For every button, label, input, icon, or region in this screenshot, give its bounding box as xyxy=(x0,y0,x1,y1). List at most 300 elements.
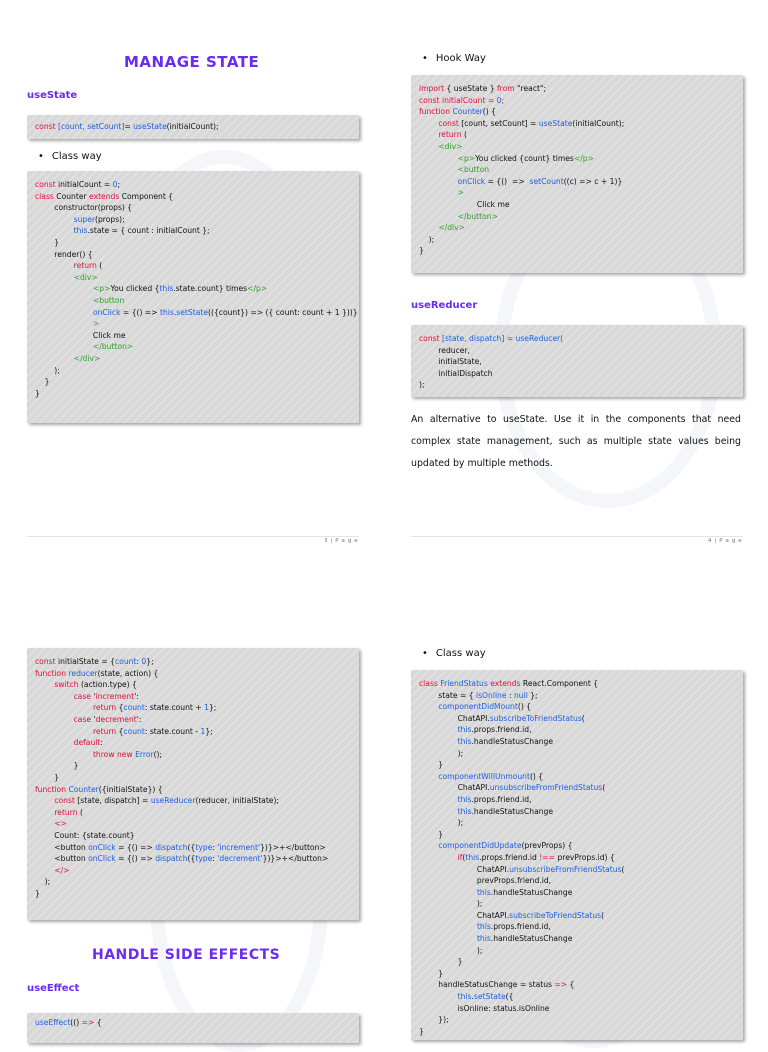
code-token: { xyxy=(118,703,124,713)
code-token: : xyxy=(508,690,514,700)
code-token: initialDispatch xyxy=(419,368,493,378)
code-token: ( xyxy=(581,713,585,723)
code-token: type xyxy=(195,854,213,864)
code-line xyxy=(419,164,743,176)
code-token: { xyxy=(118,726,124,736)
code-line xyxy=(419,129,743,141)
code-line xyxy=(419,379,743,391)
code-line xyxy=(419,333,743,345)
code-token xyxy=(419,992,458,1001)
code-token: })}>+</button> xyxy=(260,842,326,852)
code-token xyxy=(419,130,438,139)
code-token: = {() => xyxy=(115,842,156,852)
code-token xyxy=(419,188,458,197)
code-token xyxy=(419,165,458,174)
code-token: ({initialState}) { xyxy=(98,784,163,794)
code-token xyxy=(419,702,438,711)
code-token: <> xyxy=(54,819,68,829)
code-token xyxy=(419,737,458,746)
code-token: count xyxy=(115,657,137,666)
code-token: const xyxy=(419,334,442,343)
code-token: } xyxy=(35,761,79,771)
code-token: render() { xyxy=(35,249,93,259)
code-line xyxy=(419,898,743,910)
code-token xyxy=(419,772,438,781)
page-4 xyxy=(384,0,768,560)
code-token: = xyxy=(504,334,516,343)
code-token: reducer, xyxy=(419,345,470,355)
code-token: extends xyxy=(490,679,523,688)
code-token xyxy=(419,725,458,734)
code-token: [state, dispatch] xyxy=(441,334,505,343)
code-token xyxy=(419,119,438,128)
code-line xyxy=(419,234,743,246)
code-token: count xyxy=(123,703,145,713)
code-token: onClick xyxy=(88,842,116,852)
code-line xyxy=(419,1014,743,1026)
code-token: this xyxy=(457,992,472,1002)
code-token: reducer xyxy=(68,668,98,678)
code-token: <button xyxy=(457,165,490,175)
code-token: constructor(props) { xyxy=(35,203,133,213)
code-token xyxy=(35,703,93,712)
code-token xyxy=(35,354,74,363)
code-line xyxy=(419,933,743,945)
code-token: 0 xyxy=(496,95,502,105)
code-token xyxy=(35,866,54,875)
code-line xyxy=(419,759,743,771)
code-token: }; xyxy=(530,690,538,700)
code-line xyxy=(35,876,359,888)
code-token: default xyxy=(73,738,101,748)
code-token: setCount xyxy=(529,176,564,186)
code-token: subscribeToFriendStatus xyxy=(489,713,582,723)
code-line xyxy=(419,1026,743,1038)
code-line xyxy=(419,118,743,130)
code-line xyxy=(35,726,359,738)
code-line xyxy=(419,817,743,829)
code-line xyxy=(419,345,743,357)
code-token: setState xyxy=(473,992,506,1002)
code-line xyxy=(419,829,743,841)
code-token: useReducer xyxy=(515,334,561,343)
code-token: }; xyxy=(146,657,154,666)
code-token: </button> xyxy=(457,211,498,221)
code-token: componentDidMount xyxy=(438,702,518,712)
code-line xyxy=(419,782,743,794)
code-token: isOnline xyxy=(475,690,509,700)
code-line xyxy=(419,211,743,223)
code-token: setState xyxy=(176,307,209,317)
code-line xyxy=(35,679,359,691)
code-line xyxy=(35,388,359,400)
code-line xyxy=(35,865,359,877)
code-token: const xyxy=(35,122,58,131)
code-token: this xyxy=(160,307,174,317)
code-line xyxy=(419,852,743,864)
code-token: <p> xyxy=(457,153,476,163)
code-token: ChatAPI. xyxy=(419,864,510,874)
code-token: : state.count - xyxy=(144,726,201,736)
code-token: } xyxy=(419,968,444,978)
code-token: : xyxy=(212,842,218,852)
code-token: useState xyxy=(538,118,573,128)
code-line xyxy=(419,875,743,887)
code-token: ; xyxy=(117,180,121,189)
code-token: ({ xyxy=(187,854,196,864)
code-token: (prevProps) { xyxy=(521,841,573,851)
code-line xyxy=(419,95,743,107)
code-token: } xyxy=(419,1026,424,1036)
code-token: this xyxy=(159,284,174,294)
code-token: (initialCount); xyxy=(572,118,625,128)
code-token: subscribeToFriendStatus xyxy=(509,910,602,920)
code-token: prevProps.friend.id, xyxy=(419,876,552,886)
code-line xyxy=(35,318,359,330)
code-token xyxy=(35,715,74,724)
code-token: const initialCount = xyxy=(419,95,497,105)
section-title-side-effects: HANDLE SIDE EFFECTS xyxy=(92,947,281,963)
code-token: ChatAPI. xyxy=(419,783,490,793)
code-token xyxy=(35,319,93,328)
code-line xyxy=(35,237,359,249)
code-line xyxy=(35,330,359,342)
code-block-hook-counter xyxy=(411,75,743,273)
code-line xyxy=(419,864,743,876)
code-token: ': xyxy=(136,714,142,724)
code-token xyxy=(35,284,93,293)
code-snippet-useeffect xyxy=(27,1013,359,1043)
code-token: (action.type) { xyxy=(80,680,137,690)
code-token: 1 xyxy=(204,703,209,713)
code-line xyxy=(35,853,359,865)
code-token: [count, setCount] xyxy=(57,122,125,131)
code-token: ( xyxy=(602,783,606,793)
page-3 xyxy=(0,0,384,560)
code-line xyxy=(419,141,743,153)
code-token: this xyxy=(457,725,472,735)
page-6 xyxy=(384,600,768,1036)
code-token: : state.count + xyxy=(144,703,205,713)
code-line xyxy=(35,249,359,261)
code-line xyxy=(419,176,743,188)
code-token: dispatch xyxy=(155,854,188,864)
code-token: .props.friend.id, xyxy=(471,794,532,804)
code-line xyxy=(419,968,743,980)
code-token: { xyxy=(569,980,575,990)
code-token: Count: {state.count} xyxy=(35,830,135,840)
bullet-class-way xyxy=(38,151,102,162)
code-token xyxy=(419,888,477,897)
code-line xyxy=(35,807,359,819)
code-token: ({ xyxy=(187,842,196,852)
code-line xyxy=(35,353,359,365)
code-token: .handleStatusChange xyxy=(471,736,554,746)
code-token: } xyxy=(35,888,40,898)
code-token xyxy=(419,177,458,186)
code-token: = {() => xyxy=(115,854,156,864)
bullet-label: Class way xyxy=(435,648,486,659)
code-snippet-usereducer xyxy=(411,325,743,397)
code-line xyxy=(419,199,743,211)
code-line xyxy=(419,979,743,991)
code-token xyxy=(35,261,74,270)
code-token: import xyxy=(419,84,447,93)
bullet-label: Hook Way xyxy=(435,53,486,64)
code-token xyxy=(35,273,74,282)
code-token: { xyxy=(96,1018,102,1027)
code-token: isOnline: status.isOnline xyxy=(419,1003,550,1013)
code-token: 'increment' xyxy=(217,842,261,852)
code-token: count xyxy=(123,726,145,736)
code-token: useEffect xyxy=(35,1018,71,1027)
code-token: ( xyxy=(621,864,625,874)
code-token: } xyxy=(419,829,444,839)
code-token: : xyxy=(212,854,218,864)
code-token: state = { xyxy=(419,690,476,700)
code-line xyxy=(35,888,359,900)
page-title: MANAGE STATE xyxy=(124,53,260,71)
section-heading-useeffect: useEffect xyxy=(27,983,80,994)
code-token: => xyxy=(81,1018,97,1027)
code-token: 'decrement' xyxy=(217,854,263,864)
code-line xyxy=(419,187,743,199)
code-token: onClick xyxy=(92,307,121,317)
code-token: class xyxy=(419,679,441,688)
code-token: this xyxy=(457,806,472,816)
code-line xyxy=(419,368,743,380)
code-line xyxy=(35,307,359,319)
code-token: dispatch xyxy=(155,842,188,852)
code-token xyxy=(35,692,74,701)
code-token: } xyxy=(35,237,60,247)
code-token: throw new xyxy=(92,749,136,759)
code-token: ); xyxy=(419,380,425,390)
code-token xyxy=(35,796,54,805)
code-block-usereducer-counter xyxy=(27,648,359,920)
code-token: 0 xyxy=(141,657,147,666)
code-token: <button xyxy=(92,295,125,305)
usereducer-description: An alternative to useState. Use it in the components that need complex state management, such as multiple state values being updated by multiple methods. xyxy=(411,414,741,469)
code-line xyxy=(35,830,359,842)
code-token: ; xyxy=(501,95,505,105)
code-token: componentDidUpdate xyxy=(438,841,522,851)
code-line xyxy=(419,910,743,922)
code-line xyxy=(419,771,743,783)
code-token: } xyxy=(35,377,50,387)
code-token: ( xyxy=(462,852,466,862)
code-line xyxy=(419,748,743,760)
code-token: function xyxy=(35,668,69,678)
code-token: this xyxy=(476,922,491,932)
code-line xyxy=(35,656,359,668)
code-line xyxy=(419,678,743,690)
code-token: </p> xyxy=(573,153,594,163)
code-line xyxy=(35,737,359,749)
code-token: useReducer xyxy=(150,796,196,806)
code-line xyxy=(419,690,743,702)
code-token: () { xyxy=(482,107,496,117)
code-line xyxy=(419,713,743,725)
code-line xyxy=(35,842,359,854)
code-token: }; xyxy=(205,726,213,736)
code-token: this xyxy=(476,934,491,944)
code-token: initialState = { xyxy=(57,657,115,666)
code-token: { useState } xyxy=(446,84,497,93)
code-token: ); xyxy=(419,234,435,244)
code-token: ({ xyxy=(505,992,514,1002)
code-token: }); xyxy=(419,1015,449,1025)
code-token: onClick xyxy=(88,854,116,864)
code-token xyxy=(35,226,74,235)
code-token: ' xyxy=(93,691,96,701)
footer-divider xyxy=(27,536,359,537)
code-token: prevProps.id) { xyxy=(557,852,615,862)
code-token xyxy=(419,934,477,943)
code-line xyxy=(419,991,743,1003)
code-token: ( xyxy=(463,130,467,140)
code-token: You clicked {count} times xyxy=(475,153,574,163)
code-token xyxy=(35,342,93,351)
code-token: . xyxy=(471,992,474,1002)
bullet-hook-way xyxy=(422,53,486,64)
code-line xyxy=(35,225,359,237)
code-token: ': xyxy=(134,691,139,701)
code-token xyxy=(419,922,477,931)
code-token xyxy=(419,795,458,804)
code-token: </div> xyxy=(73,353,101,363)
code-line xyxy=(419,222,743,234)
code-block-friend-status xyxy=(411,670,743,1040)
code-line xyxy=(419,245,743,257)
code-token: ); xyxy=(35,877,51,887)
code-token: (); xyxy=(153,749,163,759)
code-token: Error xyxy=(135,749,154,759)
code-token: componentWillUnmount xyxy=(438,771,530,781)
code-line xyxy=(35,121,359,133)
code-token: } xyxy=(35,388,40,398)
code-line xyxy=(419,956,743,968)
code-token: ChatAPI. xyxy=(419,910,510,920)
code-token: [count, setCount] = xyxy=(461,118,539,128)
bullet-class-way xyxy=(422,648,486,659)
code-token: onClick xyxy=(457,176,486,186)
code-token: Counter xyxy=(452,107,483,117)
code-token xyxy=(419,154,458,163)
code-token xyxy=(35,738,74,747)
code-token: } xyxy=(35,772,60,782)
code-token: (() xyxy=(70,1018,82,1027)
code-token: } xyxy=(419,246,424,256)
code-token: class xyxy=(35,191,57,201)
code-token: 0 xyxy=(112,180,118,189)
code-token: }; xyxy=(208,703,217,713)
code-token: ); xyxy=(35,365,60,375)
code-token: </div> xyxy=(438,223,466,233)
code-token: })}>+</button> xyxy=(262,854,329,864)
code-token: this xyxy=(457,736,472,746)
code-line xyxy=(35,341,359,353)
code-token: null xyxy=(513,690,531,700)
code-token: handleStatusChange = status xyxy=(419,980,555,990)
code-token xyxy=(419,142,438,151)
code-token: (state, action) { xyxy=(97,668,159,678)
code-token: return xyxy=(438,130,464,140)
code-token: .state.count} times xyxy=(173,284,248,294)
code-token xyxy=(35,808,54,817)
code-token: super xyxy=(73,214,96,224)
code-snippet-usestate xyxy=(27,115,359,139)
code-token xyxy=(35,750,93,759)
code-token: } xyxy=(419,957,463,967)
code-token: switch xyxy=(54,680,81,690)
code-token: () { xyxy=(529,771,544,781)
code-token: ' xyxy=(93,714,96,724)
code-line xyxy=(419,1003,743,1015)
code-token: return xyxy=(92,703,119,713)
code-line xyxy=(35,376,359,388)
code-token: <button xyxy=(35,842,89,852)
code-line xyxy=(35,283,359,295)
code-token xyxy=(419,853,458,862)
code-line xyxy=(419,701,743,713)
code-token: Click me xyxy=(419,199,510,209)
code-block-class-counter xyxy=(27,171,359,423)
code-token: ); xyxy=(419,748,464,758)
code-token: <div> xyxy=(73,272,98,282)
code-token: .handleStatusChange xyxy=(471,806,554,816)
code-token: Counter xyxy=(68,784,99,794)
code-token: !== xyxy=(539,852,558,862)
code-token: const xyxy=(438,118,462,128)
code-token: return xyxy=(92,726,119,736)
code-token xyxy=(35,308,93,317)
code-line xyxy=(35,702,359,714)
code-line xyxy=(419,153,743,165)
code-token: ); xyxy=(419,818,464,828)
code-line xyxy=(419,356,743,368)
code-line xyxy=(35,295,359,307)
code-token: this xyxy=(73,226,88,236)
code-line xyxy=(35,179,359,191)
code-token: .handleStatusChange xyxy=(490,887,573,897)
code-line xyxy=(35,214,359,226)
code-token: </button> xyxy=(92,342,134,352)
code-token: unsubscribeFromFriendStatus xyxy=(509,864,622,874)
code-token: ); xyxy=(419,945,483,955)
code-line xyxy=(35,1017,359,1029)
section-heading-usestate: useState xyxy=(27,90,78,101)
code-token: ( xyxy=(79,807,83,817)
code-token: (({count}) => ({ count: count + 1 }))} xyxy=(208,307,358,317)
page-5 xyxy=(0,600,384,1027)
code-token: this xyxy=(465,852,480,862)
code-line xyxy=(419,840,743,852)
code-line xyxy=(35,668,359,680)
code-token: from xyxy=(496,84,518,93)
code-token: useState xyxy=(133,122,167,131)
code-token: return xyxy=(73,261,97,271)
code-token: .props.friend.id xyxy=(479,852,540,862)
code-token: } xyxy=(419,760,444,770)
code-line xyxy=(419,83,743,95)
code-token: <div> xyxy=(438,141,463,151)
code-line xyxy=(419,887,743,899)
code-line xyxy=(35,714,359,726)
code-token: = {() => xyxy=(485,176,530,186)
code-line xyxy=(419,921,743,933)
code-line xyxy=(35,691,359,703)
